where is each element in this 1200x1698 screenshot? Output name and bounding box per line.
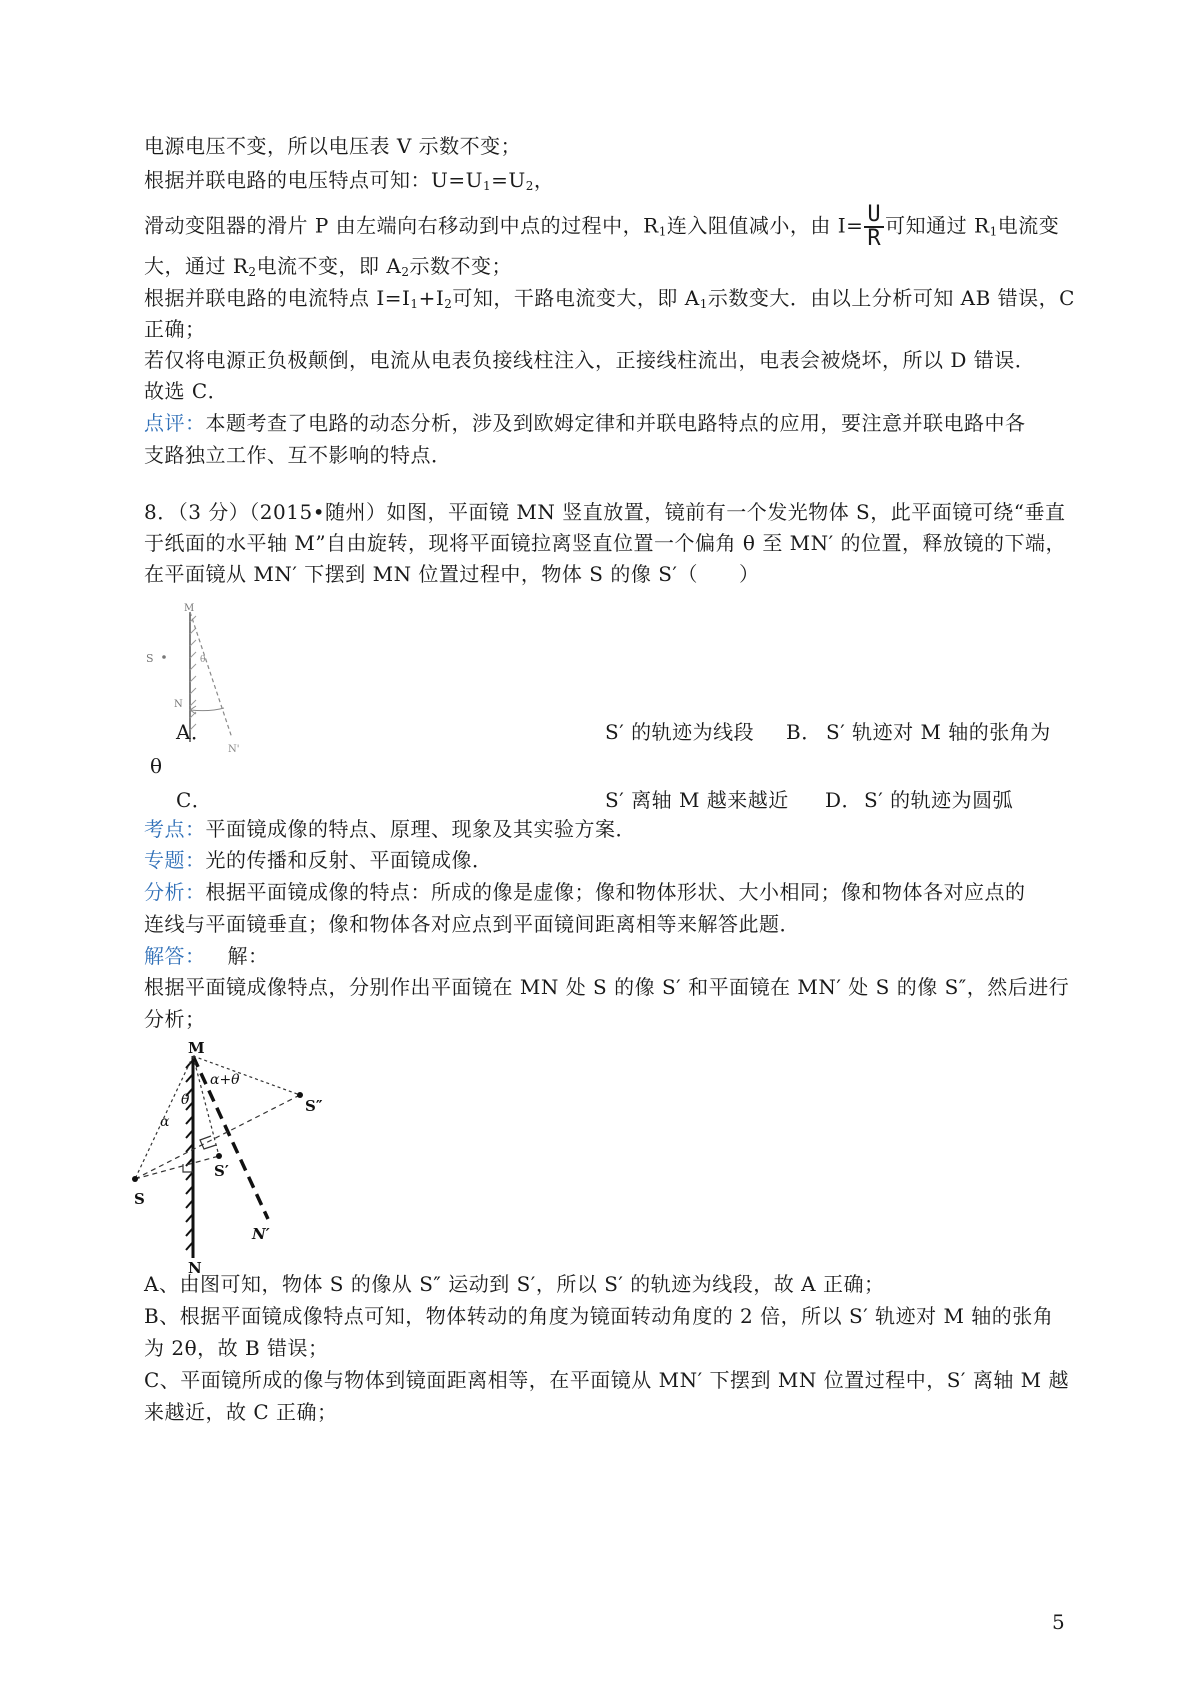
page-number: 5	[1052, 1610, 1065, 1634]
option-b-text: S′ 轨迹对 M 轴的张角为	[826, 720, 1051, 744]
text-line: C、平面镜所成的像与物体到镜面距离相等，在平面镜从 MN′ 下摆到 MN 位置过程中，S′ 离轴 M 越	[144, 1368, 1070, 1392]
option-c-text: S′ 离轴 M 越来越近	[605, 788, 789, 812]
object-s-point	[132, 1176, 138, 1182]
swing-arc	[190, 708, 224, 711]
option-d-text: S′ 的轨迹为圆弧	[864, 788, 1014, 812]
text-line: 为 2θ，故 B 错误；	[144, 1336, 329, 1360]
text-line: 点评：本题考查了电路的动态分析，涉及到欧姆定律和并联电路特点的应用，要注意并联电路中各	[144, 411, 1026, 435]
text-line: 故选 C．	[144, 379, 229, 403]
zhuanti-label: 专题：	[144, 848, 206, 872]
text-line: 滑动变阻器的滑片 P 由左端向右移动到中点的过程中，$R_1$连入阻值减小，由 I= $\frac{U}{R}$ 可知通过 $R_1$电流变	[144, 202, 1060, 251]
object-s-point	[162, 655, 166, 659]
label-s-prime: S′	[214, 1162, 229, 1180]
kaodian-label: 考点：	[144, 817, 206, 841]
label-n: N	[174, 699, 183, 710]
option-c-label: C．	[176, 788, 213, 812]
label-s: S	[134, 1190, 145, 1208]
text-line: 根据平面镜成像特点，分别作出平面镜在 MN 处 S 的像 S′ 和平面镜在 MN′ 处 S 的像 S″，然后进行	[144, 975, 1070, 999]
label-m: M	[184, 603, 195, 614]
question-text: 8．（3 分）（2015•随州）如图，平面镜 MN 竖直放置，镜前有一个发光物体 S，此平面镜可绕“垂直	[144, 500, 1066, 524]
ray-m-s-prime	[193, 1056, 219, 1156]
question-text: 于纸面的水平轴 M”自由旋转，现将平面镜拉离竖直位置一个偏角 θ 至 MN′ 的位置，释放镜的下端，	[144, 531, 1067, 555]
option-b-continued: θ	[150, 754, 163, 778]
text-line: 支路独立工作、互不影响的特点．	[144, 443, 452, 467]
image-s-prime-point	[216, 1153, 222, 1159]
comment-label: 点评：	[144, 411, 206, 435]
text-line: B、根据平面镜成像特点可知，物体转动的角度为镜面转动角度的 2 倍，所以 S′ 轨迹对 M 轴的张角	[144, 1304, 1054, 1328]
option-b-label: B．	[786, 720, 822, 744]
option-d-label: D．	[825, 788, 863, 812]
label-m: M	[188, 1039, 205, 1057]
ray-s-s-prime	[135, 1156, 219, 1179]
jieda-label: 解答：	[144, 944, 206, 968]
fenxi-label: 分析：	[144, 880, 206, 904]
text-line: 分析：根据平面镜成像的特点：所成的像是虚像；像和物体形状、大小相同；像和物体各对应点的	[144, 880, 1026, 904]
text-line: 大，通过 $R_2$电流不变，即 $A_2$示数不变；	[144, 254, 513, 279]
label-theta: θ	[200, 655, 206, 665]
label-n: N	[188, 1259, 202, 1274]
text-line: 若仅将电源正负极颠倒，电流从电表负接线柱注入，正接线柱流出，电表会被烧坏，所以 D 错误．	[144, 348, 1036, 372]
text-line: 专题：光的传播和反射、平面镜成像．	[144, 848, 493, 872]
option-a-text: S′ 的轨迹为线段	[605, 720, 755, 744]
text-line: 正确；	[144, 317, 206, 341]
text-line: A、由图可知，物体 S 的像从 S″ 运动到 S′，所以 S′ 的轨迹为线段，故 A 正确；	[144, 1272, 885, 1296]
label-alpha-theta: α+θ	[210, 1072, 240, 1088]
text-line: 电源电压不变，所以电压表 V 示数不变；	[144, 134, 522, 158]
text-line: 分析；	[144, 1007, 206, 1031]
image-s-double-prime-point	[297, 1092, 303, 1098]
label-alpha: α	[160, 1114, 170, 1130]
text-line: 考点：平面镜成像的特点、原理、现象及其实验方案．	[144, 817, 636, 841]
text-line: 根据并联电路的电压特点可知：$U=U_1=U_2$，	[144, 168, 555, 193]
label-n-prime: N'	[228, 744, 240, 755]
fraction-u-over-r: $\frac{U}{R}$	[864, 204, 884, 250]
text-line: 根据并联电路的电流特点 $I=I_1+I_2$可知，干路电流变大，即 $A_1$示数变大．由以上分析可知 AB 错误，C	[144, 286, 1075, 311]
mirror-figure-solution	[120, 1036, 380, 1274]
label-n-prime: N′	[252, 1225, 270, 1243]
text-line: 连线与平面镜垂直；像和物体各对应点到平面镜间距离相等来解答此题．	[144, 912, 800, 936]
text-line: 解答： 解：	[144, 944, 269, 968]
label-theta: θ	[181, 1092, 190, 1108]
mirror-figure-question	[140, 600, 320, 760]
text-line: 来越近，故 C 正确；	[144, 1400, 338, 1424]
label-s-double-prime: S″	[305, 1097, 323, 1115]
option-a-label: A．	[176, 720, 212, 744]
question-text: 在平面镜从 MN′ 下摆到 MN 位置过程中，物体 S 的像 S′（ ）	[144, 562, 760, 586]
label-s: S	[146, 652, 154, 665]
